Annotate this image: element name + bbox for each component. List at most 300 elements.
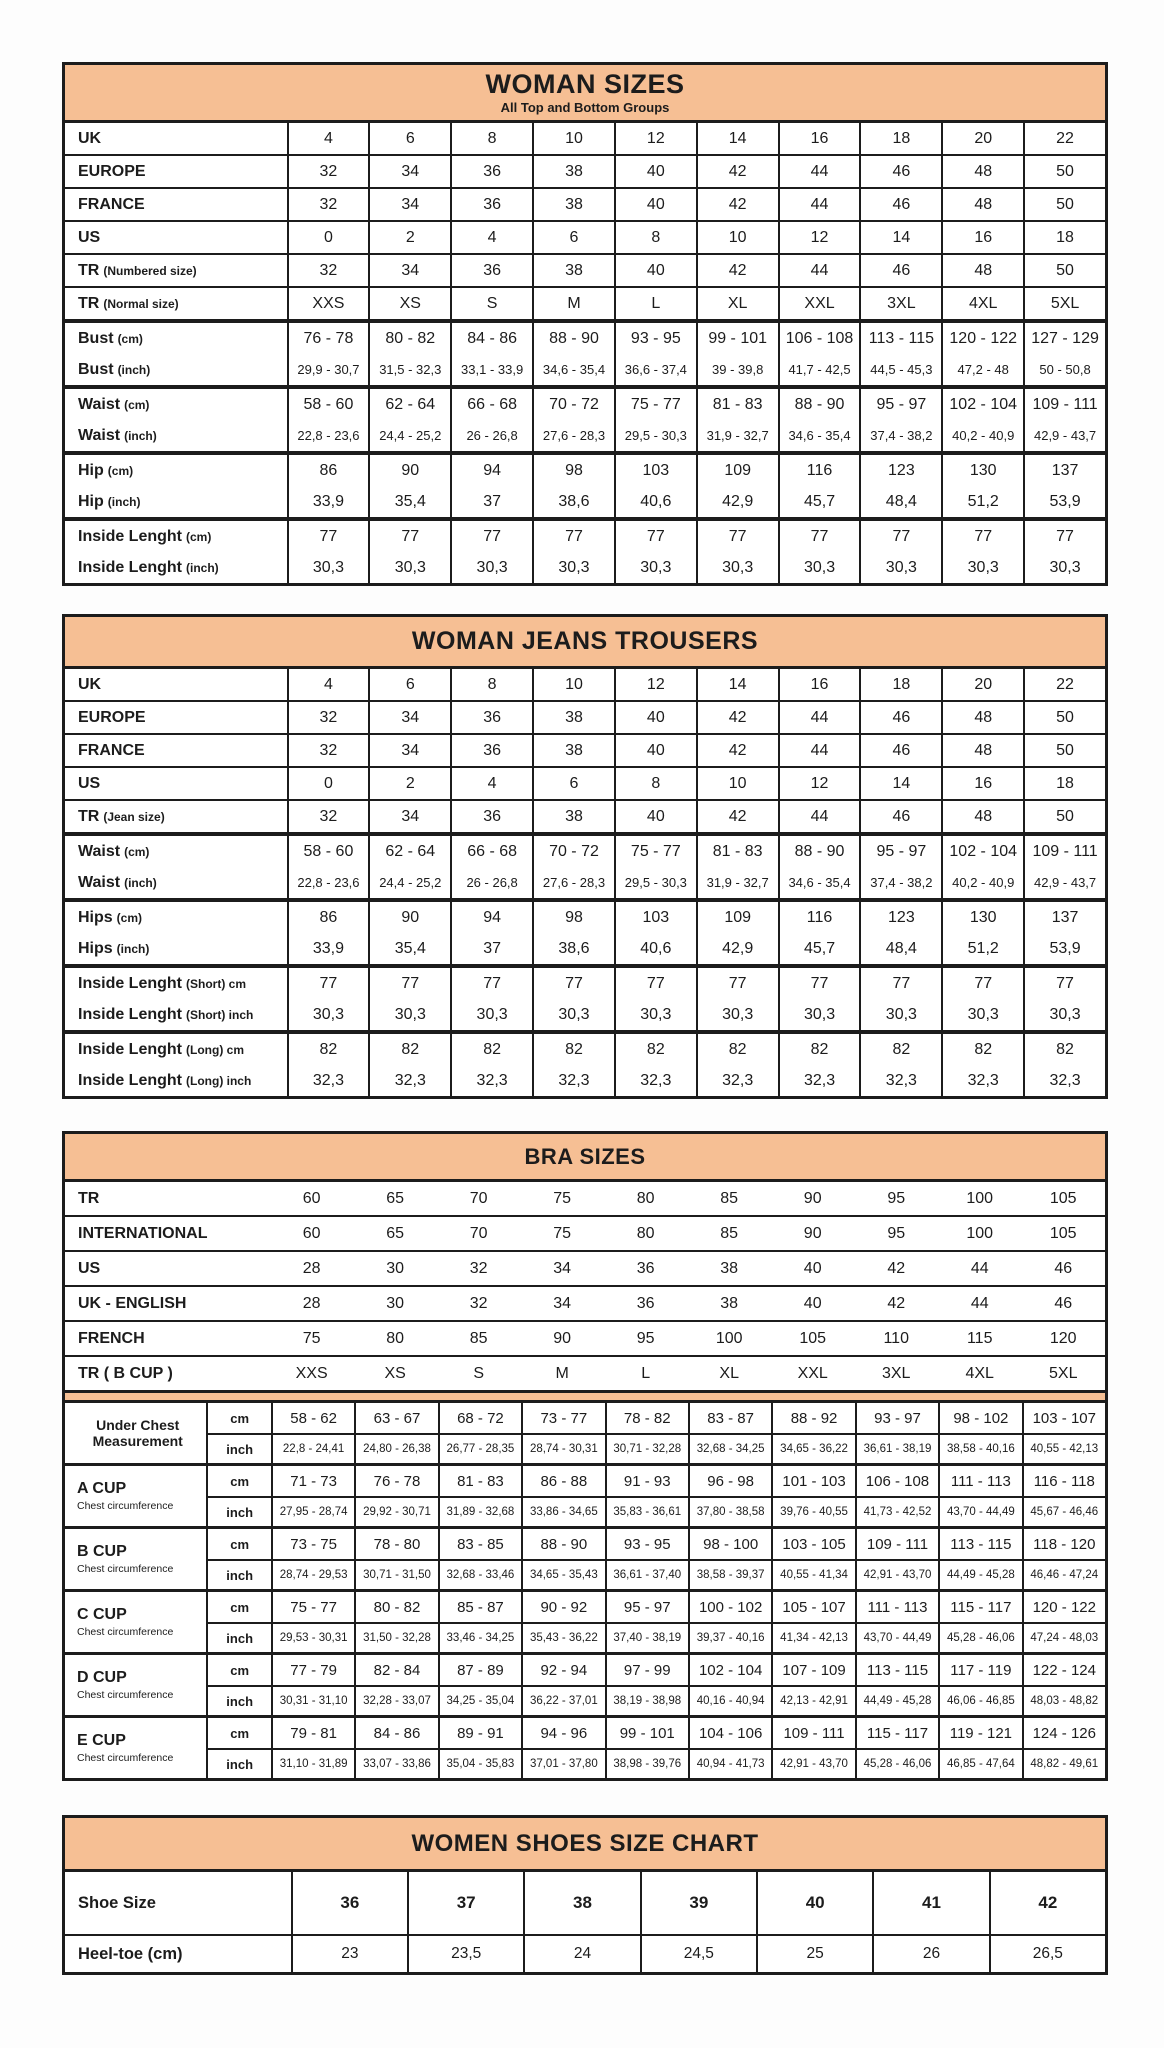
value-cell: 90 [368, 455, 450, 486]
row-label-text: Inside Lenght [78, 1005, 182, 1023]
value-cell: L [614, 288, 696, 319]
value-cell-inch: 48,03 - 48,82 [1022, 1685, 1105, 1715]
value-cell: 85 [469, 1329, 488, 1347]
value-cell: 77 [859, 968, 941, 999]
row-label-text: Waist [78, 842, 121, 860]
value-cell: 34 [368, 735, 450, 766]
row-label [65, 1872, 291, 1934]
value-cell: 109 [696, 455, 778, 486]
row-label-sub: (cm) [124, 844, 150, 859]
cup-group-sublabel: Chest circumference [77, 1499, 174, 1512]
value-cell: 26 - 26,8 [450, 867, 532, 898]
value-cell-cm: 113 - 115 [855, 1655, 938, 1685]
value-cell-cm: 115 - 117 [855, 1718, 938, 1748]
value-cell: 50 [1023, 735, 1105, 766]
value-cell: 18 [1023, 768, 1105, 799]
value-cell: 42 [696, 702, 778, 733]
value-cell: 35,4 [368, 933, 450, 964]
value-cell-inch: 31,10 - 31,89 [271, 1748, 354, 1778]
value-cell: 40 [614, 189, 696, 220]
row-label-text: Waist [78, 426, 121, 444]
value-cell: 42,9 - 43,7 [1023, 420, 1105, 451]
value-cell-cm: 85 - 87 [438, 1592, 521, 1622]
value-cell: 58 - 60 [287, 836, 369, 867]
value-cell-cm: 105 - 107 [771, 1592, 854, 1622]
value-cell: 80 [386, 1329, 405, 1347]
value-cell: 6 [532, 768, 614, 799]
row-label-text: FRENCH [78, 1329, 145, 1347]
value-cell: 30,3 [1023, 552, 1105, 583]
unit-inch-label: inch [206, 1622, 270, 1652]
value-cell: 16 [778, 123, 860, 154]
value-cell: 4XL [965, 1364, 994, 1382]
value-cell: 77 [450, 968, 532, 999]
value-cell: 105 [1049, 1189, 1077, 1207]
cup-group-label-text: Under Chest Measurement [92, 1416, 183, 1449]
value-cell: 18 [859, 669, 941, 700]
value-cell: 38 [532, 255, 614, 286]
value-cell: 45,7 [778, 933, 860, 964]
row-label [65, 255, 287, 286]
unit-cm-label: cm [206, 1466, 270, 1496]
table-row [65, 669, 1105, 700]
value-cell: 30,3 [859, 999, 941, 1030]
value-cell: 34,6 - 35,4 [778, 867, 860, 898]
value-cell: 34,6 - 35,4 [778, 420, 860, 451]
row-label-text: Inside Lenght [78, 527, 182, 545]
value-cell: 95 [887, 1224, 906, 1242]
value-cell: 115 [966, 1329, 993, 1347]
value-cell: 18 [859, 123, 941, 154]
value-cell-cm: 77 - 79 [271, 1655, 354, 1685]
value-cell: 8 [450, 123, 532, 154]
value-cell-cm: 97 - 99 [605, 1655, 688, 1685]
value-cell: 28 [302, 1294, 321, 1312]
value-cell: 70 - 72 [532, 836, 614, 867]
value-cell: 40 [614, 156, 696, 187]
value-cell: 120 [1049, 1329, 1077, 1347]
value-cell: 30,3 [778, 552, 860, 583]
value-cell: 12 [778, 768, 860, 799]
value-cell: 102 - 104 [941, 389, 1023, 420]
row-group [65, 1030, 1105, 1096]
woman-jeans-body [65, 669, 1105, 1096]
value-cell: 90 [803, 1224, 822, 1242]
value-cell: 10 [696, 768, 778, 799]
row-label-sub: (inch) [107, 494, 141, 509]
value-cell: 32,3 [778, 1065, 860, 1096]
value-cell-cm: 79 - 81 [271, 1718, 354, 1748]
value-cell-inch: 33,86 - 34,65 [521, 1496, 604, 1526]
value-cell: 8 [614, 222, 696, 253]
cup-group-label-text: B CUP [77, 1543, 127, 1561]
value-cell: 82 [368, 1034, 450, 1065]
shoes-size-header [65, 1818, 1105, 1872]
value-cell-cm: 120 - 122 [1022, 1592, 1105, 1622]
row-group [65, 766, 1105, 799]
value-cell: 48,4 [859, 933, 941, 964]
value-cell: 32 [287, 735, 369, 766]
value-cell: 95 [887, 1189, 906, 1207]
value-cell-cm: 93 - 97 [855, 1403, 938, 1433]
value-cell: 32,3 [368, 1065, 450, 1096]
value-cell: 32 [287, 702, 369, 733]
value-cell: 36 [450, 801, 532, 832]
value-cell: 30 [386, 1259, 405, 1277]
row-label-text: Waist [78, 395, 121, 413]
value-cell: 42 [887, 1294, 906, 1312]
value-cell: 33,9 [287, 486, 369, 517]
value-cell: S [450, 288, 532, 319]
value-cell: 12 [614, 123, 696, 154]
value-cell-cm: 80 - 82 [354, 1592, 437, 1622]
value-cell-cm: 82 - 84 [354, 1655, 437, 1685]
row-group [65, 1182, 1105, 1215]
value-cell: M [555, 1364, 569, 1382]
woman-sizes-subtitle: All Top and Bottom Groups [500, 100, 670, 116]
value-cell: 75 - 77 [614, 389, 696, 420]
value-cell-cm: 94 - 96 [521, 1718, 604, 1748]
row-label [65, 389, 287, 420]
row-label-text: TR [78, 807, 100, 825]
value-cell: 77 [287, 968, 369, 999]
value-cell: 123 [859, 455, 941, 486]
accent-divider-band [65, 1390, 1105, 1403]
unit-cm-label: cm [206, 1403, 270, 1433]
value-cell: 82 [778, 1034, 860, 1065]
row-label [65, 933, 287, 964]
value-cell: 30,3 [450, 999, 532, 1030]
value-cell: 30,3 [696, 999, 778, 1030]
value-cell: 38 [532, 801, 614, 832]
value-cell-cm: 100 - 102 [688, 1592, 771, 1622]
row-label [65, 189, 287, 220]
value-cell: 44 [778, 735, 860, 766]
value-cell: 77 [614, 521, 696, 552]
row-label [65, 420, 287, 451]
woman-sizes-header [65, 65, 1105, 123]
value-cell: 48,4 [859, 486, 941, 517]
cup-group-label [65, 1466, 206, 1526]
row-group [65, 451, 1105, 517]
value-cell: 29,9 - 30,7 [287, 354, 369, 385]
value-cell: 109 - 111 [1023, 389, 1105, 420]
row-group [65, 319, 1105, 385]
value-cell: 40 [756, 1872, 872, 1934]
row-label-text: Waist [78, 873, 121, 891]
value-cell: 50 [1023, 156, 1105, 187]
value-cell-inch: 39,76 - 40,55 [771, 1496, 854, 1526]
row-label [65, 1287, 270, 1320]
value-cell: M [532, 288, 614, 319]
value-cell: 32 [287, 255, 369, 286]
value-cell: 116 [778, 455, 860, 486]
cup-group [65, 1652, 1105, 1715]
value-cell: 30,3 [778, 999, 860, 1030]
value-cell: 48 [941, 189, 1023, 220]
value-cell: 34 [368, 189, 450, 220]
value-cell-inch: 39,37 - 40,16 [688, 1622, 771, 1652]
value-cell-cm: 63 - 67 [354, 1403, 437, 1433]
value-cell: 130 [941, 902, 1023, 933]
table-row [65, 1217, 1105, 1250]
cup-group-grid [65, 1655, 1105, 1715]
value-cell: 105 [1049, 1224, 1077, 1242]
table-row [65, 1936, 1105, 1972]
row-label [65, 735, 287, 766]
value-cell-inch: 29,92 - 30,71 [354, 1496, 437, 1526]
value-cell: 0 [287, 222, 369, 253]
value-cell: 37 [450, 933, 532, 964]
value-cell: 30,3 [614, 552, 696, 583]
value-cell: 44 [778, 156, 860, 187]
value-cell-inch: 44,49 - 45,28 [855, 1685, 938, 1715]
value-cell: 77 [1023, 968, 1105, 999]
value-cell-inch: 32,28 - 33,07 [354, 1685, 437, 1715]
value-cell: 22,8 - 23,6 [287, 420, 369, 451]
value-cell: 50 - 50,8 [1023, 354, 1105, 385]
value-cell: 37,4 - 38,2 [859, 420, 941, 451]
value-cell-cm: 116 - 118 [1022, 1466, 1105, 1496]
value-cell: 22 [1023, 669, 1105, 700]
value-cell: 103 [614, 902, 696, 933]
cup-group [65, 1463, 1105, 1526]
value-cell: 40 [614, 255, 696, 286]
row-group [65, 385, 1105, 451]
table-row [65, 1357, 1105, 1390]
table-row [65, 735, 1105, 766]
cup-group-label [65, 1718, 206, 1778]
row-label [65, 521, 287, 552]
value-cell-cm: 111 - 113 [855, 1592, 938, 1622]
value-cell: 2 [368, 768, 450, 799]
value-cell: 66 - 68 [450, 836, 532, 867]
table-row [65, 867, 1105, 898]
cup-group [65, 1403, 1105, 1463]
value-cell-inch: 41,34 - 42,13 [771, 1622, 854, 1652]
value-cell: XL [719, 1364, 739, 1382]
row-label-text: Inside Lenght [78, 558, 182, 576]
value-cell-inch: 31,89 - 32,68 [438, 1496, 521, 1526]
value-cell: 60 [302, 1224, 321, 1242]
value-cell-inch: 30,71 - 31,50 [354, 1559, 437, 1589]
value-cell: 81 - 83 [696, 389, 778, 420]
value-cell: 77 [778, 521, 860, 552]
value-cell: 82 [859, 1034, 941, 1065]
value-cell-cm: 86 - 88 [521, 1466, 604, 1496]
value-cell: 42 [887, 1259, 906, 1277]
value-cell: 99 - 101 [696, 323, 778, 354]
value-cell: 77 [1023, 521, 1105, 552]
value-cell: 50 [1023, 702, 1105, 733]
value-cell: 48 [941, 156, 1023, 187]
value-cell: 88 - 90 [778, 389, 860, 420]
value-cell: 85 [720, 1224, 739, 1242]
value-cell: 46 [1054, 1259, 1073, 1277]
value-cell-cm: 76 - 78 [354, 1466, 437, 1496]
cup-group [65, 1589, 1105, 1652]
value-cell: 10 [532, 669, 614, 700]
cup-group-label [65, 1655, 206, 1715]
row-group [65, 286, 1105, 319]
row-label [65, 222, 287, 253]
row-label-text: US [78, 1259, 101, 1277]
value-cell: 36 [450, 702, 532, 733]
value-cell-inch: 40,55 - 42,13 [1022, 1433, 1105, 1463]
value-cell: 29,5 - 30,3 [614, 420, 696, 451]
value-cell-cm: 91 - 93 [605, 1466, 688, 1496]
value-cell: 12 [778, 222, 860, 253]
row-label [65, 156, 287, 187]
value-cell: 46 [859, 735, 941, 766]
value-cell: 32,3 [532, 1065, 614, 1096]
value-cell: 109 - 111 [1023, 836, 1105, 867]
value-cell: 86 [287, 902, 369, 933]
value-cell: 60 [302, 1189, 321, 1207]
value-cell: L [641, 1364, 651, 1382]
value-cell-inch: 37,80 - 38,58 [688, 1496, 771, 1526]
value-cell: 85 [720, 1189, 739, 1207]
value-cell: 86 [287, 455, 369, 486]
value-cell: 44 [778, 702, 860, 733]
value-cell: 77 [696, 968, 778, 999]
cup-group [65, 1715, 1105, 1778]
value-cell-cm: 83 - 85 [438, 1529, 521, 1559]
value-cell: 48 [941, 801, 1023, 832]
value-cell: 8 [450, 669, 532, 700]
value-cell: 14 [696, 669, 778, 700]
table-row [65, 933, 1105, 964]
value-cell-inch: 26,77 - 28,35 [438, 1433, 521, 1463]
value-cell: 70 [469, 1224, 488, 1242]
row-group [65, 1320, 1105, 1355]
value-cell: 58 - 60 [287, 389, 369, 420]
value-cell: 16 [941, 768, 1023, 799]
value-cell: 90 [803, 1189, 822, 1207]
value-cell-cm: 113 - 115 [938, 1529, 1021, 1559]
value-cell: 48 [941, 735, 1023, 766]
table-row [65, 156, 1105, 187]
row-label-text: Inside Lenght [78, 974, 182, 992]
value-cell: 4 [287, 669, 369, 700]
row-label [65, 902, 287, 933]
value-cell: 23,5 [407, 1936, 523, 1972]
value-cell-inch: 28,74 - 30,31 [521, 1433, 604, 1463]
row-label [65, 1357, 270, 1390]
value-cell: 46 [859, 702, 941, 733]
row-label-text: UK - ENGLISH [78, 1294, 187, 1312]
row-label [65, 968, 287, 999]
bra-sizes-table [62, 1131, 1108, 1781]
value-cell: 0 [287, 768, 369, 799]
value-cell: 5XL [1023, 288, 1105, 319]
value-cell-inch: 34,25 - 35,04 [438, 1685, 521, 1715]
value-cell: 40,6 [614, 486, 696, 517]
value-cell: 94 [450, 455, 532, 486]
value-cell: 44 [778, 255, 860, 286]
value-cell: XXL [778, 288, 860, 319]
row-group [65, 700, 1105, 733]
value-cell: 82 [532, 1034, 614, 1065]
table-row [65, 1287, 1105, 1320]
value-cell-cm: 98 - 102 [938, 1403, 1021, 1433]
value-cell: 20 [941, 669, 1023, 700]
value-cell: 32 [287, 801, 369, 832]
row-label [65, 123, 287, 154]
value-cell-inch: 48,82 - 49,61 [1022, 1748, 1105, 1778]
shoes-size-table [62, 1815, 1108, 1975]
value-cell: 38 [532, 735, 614, 766]
value-cell: 110 [883, 1329, 909, 1347]
value-cell-inch: 24,80 - 26,38 [354, 1433, 437, 1463]
bra-sizes-header [65, 1134, 1105, 1182]
value-cell: 98 [532, 902, 614, 933]
value-cell: 6 [368, 669, 450, 700]
value-cell: 33,9 [287, 933, 369, 964]
value-cell: 130 [941, 455, 1023, 486]
value-cell-inch: 32,68 - 33,46 [438, 1559, 521, 1589]
value-cell: 46 [859, 189, 941, 220]
row-label-text: EUROPE [78, 708, 146, 726]
value-cell-inch: 43,70 - 44,49 [855, 1622, 938, 1652]
value-cell: XS [384, 1364, 406, 1382]
shoes-size-title: WOMEN SHOES SIZE CHART [411, 1829, 759, 1857]
value-cell: 90 [553, 1329, 572, 1347]
value-cell-cm: 109 - 111 [771, 1718, 854, 1748]
value-cell: 6 [532, 222, 614, 253]
cup-group-grid [65, 1718, 1105, 1778]
value-cell: 88 - 90 [778, 836, 860, 867]
value-cell: 42,9 [696, 486, 778, 517]
unit-cm-label: cm [206, 1592, 270, 1622]
row-label-text: UK [78, 675, 102, 693]
value-cell: 4XL [941, 288, 1023, 319]
row-label-sub: (Jean size) [103, 809, 165, 824]
value-cell-inch: 33,07 - 33,86 [354, 1748, 437, 1778]
value-cell-inch: 35,83 - 36,61 [605, 1496, 688, 1526]
value-cell-inch: 46,06 - 46,85 [938, 1685, 1021, 1715]
value-cell: 3XL [881, 1364, 911, 1382]
row-label-sub: (cm) [107, 463, 134, 478]
value-cell-cm: 71 - 73 [271, 1466, 354, 1496]
cup-group-grid [65, 1466, 1105, 1526]
row-label [65, 486, 287, 517]
value-cell: 77 [532, 521, 614, 552]
row-label-text: Hips [78, 939, 113, 957]
value-cell: 116 [778, 902, 860, 933]
value-cell: 40 [803, 1259, 822, 1277]
value-cell: 29,5 - 30,3 [614, 867, 696, 898]
value-cell: 31,5 - 32,3 [368, 354, 450, 385]
value-cell-inch: 31,50 - 32,28 [354, 1622, 437, 1652]
cup-group-label [65, 1403, 206, 1463]
value-cell-cm: 118 - 120 [1022, 1529, 1105, 1559]
value-cell: 82 [1023, 1034, 1105, 1065]
table-row [65, 1322, 1105, 1355]
table-row [65, 1252, 1105, 1285]
value-cell-cm: 104 - 106 [688, 1718, 771, 1748]
row-group [65, 1215, 1105, 1250]
value-cell: 80 [636, 1224, 655, 1242]
value-cell-inch: 22,8 - 24,41 [271, 1433, 354, 1463]
woman-sizes-title: WOMAN SIZES [485, 68, 685, 99]
value-cell-inch: 45,28 - 46,06 [938, 1622, 1021, 1652]
value-cell-cm: 89 - 91 [438, 1718, 521, 1748]
value-cell: 32 [469, 1259, 488, 1277]
table-row [65, 486, 1105, 517]
value-cell: 42 [989, 1872, 1105, 1934]
value-cell: 38 [720, 1294, 739, 1312]
